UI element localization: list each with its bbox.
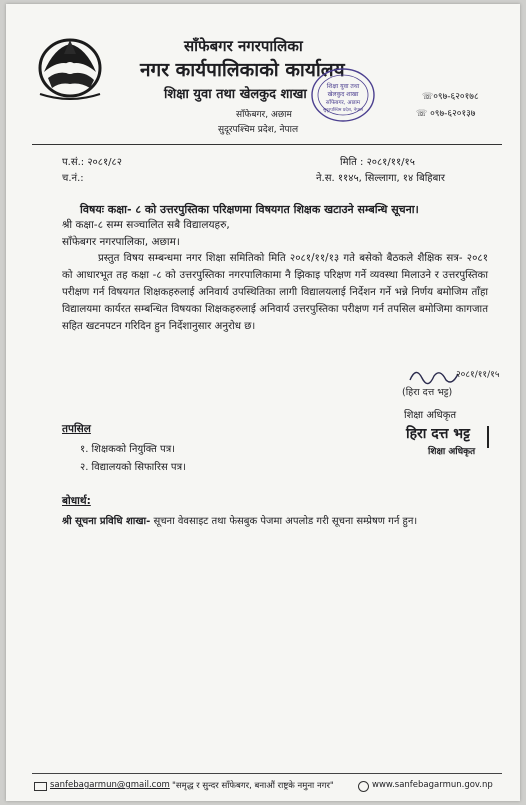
footer-divider — [32, 773, 502, 774]
phone-number-1: ☏०९७-६२०१७८ — [422, 92, 479, 102]
signature-date: २०८१/११/१५ — [456, 370, 500, 380]
name-stamp: हिरा दत्त भट्ट — [406, 426, 470, 442]
envelope-icon — [34, 782, 47, 791]
signatory-name: (हिरा दत्त भट्ट) — [402, 387, 453, 398]
reference-number: प.सं.: २०८१/८२ — [62, 157, 122, 168]
phone-number-2: ☏ ०९७-६२०१३७ — [416, 109, 476, 119]
seal-line-4: सुदूरपश्चिम प्रदेश, नेपाल — [322, 108, 364, 113]
municipality-name: साँफेबगर नगरपालिका — [184, 37, 303, 55]
footer-email[interactable]: sanfebagarmun@gmail.com — [50, 780, 170, 790]
seal-line-1: शिक्षा युवा तथा — [326, 83, 360, 90]
nepal-era-date: ने.स. ११४५, सिल्लागा, १४ बिहिबार — [316, 173, 445, 184]
office-name: नगर कार्यपालिकाको कार्यालय — [140, 59, 345, 81]
body-paragraph — [62, 250, 488, 335]
body-paragraph-text: प्रस्तुत विषय सम्बन्धमा नगर शिक्षा समितिको मिति २०८१/११/१३ गते बसेको बैठकले शैक्षिक सत्र- २०८१ को आधारभूत तह कक्षा -८ को उत्तरपुस्तिका नगरपालिकामा नै झिकाइ परिक्षण गर्ने व्यवस्था मिलाउने र उत्तरपुस्तिका परीक्षण गर्न विषयगत शिक्षकहरुलाई अनिवार्य उपस्थितिका लागी विद्यालयलाई निर्देशन गर्ने भन्ने निर्णय बमोजिम ताँहा विद्यालयमा कार्यरत सम्बन्धित विषयका शिक्षकहरुलाई अनिवार्य उत्तरपुस्तिका परीक्षण गर्न तपसिल बमोजिमा कागजात सहित खटनपटन गरिदिन हुन निर्देशानुसार अनुरोध छ। — [62, 253, 488, 332]
recipient-line-1: श्री कक्षा-८ सम्म सञ्चालित सबै विद्यालयहरु, — [62, 219, 230, 231]
dispatch-number: च.नं.: — [62, 173, 84, 184]
globe-icon — [358, 781, 369, 792]
seal-line-2: खेलकुद शाखा — [327, 91, 359, 98]
attachment-item-2: २. विद्यालयको सिफारिस पत्र। — [80, 462, 186, 473]
role-stamp: शिक्षा अधिकृत — [428, 447, 476, 457]
notice-recipient: श्री सूचना प्रविधि शाखा- — [62, 516, 151, 527]
notice-title: बोधार्थ: — [62, 495, 91, 507]
seal-line-3: साँफेबगर, अछाम — [325, 100, 361, 106]
footer-slogan: "समृद्ध र सुन्दर साँफेबगर, बनाऔं राष्ट्रके नमुना नगर" — [172, 781, 334, 791]
signatory-role: शिक्षा अधिकृत — [404, 410, 457, 421]
notice-text: सूचना वेवसाइट तथा फेसबुक पेजमा अपलोड गरी सूचना सम्प्रेषण गर्न हुन। — [150, 516, 418, 527]
office-seal-icon — [310, 66, 376, 124]
notice-line — [62, 513, 417, 527]
letter-page — [6, 4, 520, 801]
attachments-title: तपसिल — [62, 423, 91, 435]
attachment-item-1: १. शिक्षकको नियुक्ति पत्र। — [80, 444, 176, 455]
branch-name: शिक्षा युवा तथा खेलकुद शाखा — [164, 87, 307, 102]
stamp-bar — [487, 426, 489, 448]
recipient-line-2: साँफेबगर नगरपालिका, अछाम। — [62, 236, 180, 248]
office-province: सुदूरपश्चिम प्रदेश, नेपाल — [218, 125, 299, 135]
government-emblem-icon — [34, 34, 106, 100]
letter-subject: विषयः कक्षा- ८ को उत्तरपुस्तिका परिक्षणमा विषयगत शिक्षक खटाउने सम्बन्धि सूचना। — [80, 203, 419, 216]
header-divider — [32, 144, 502, 145]
footer-website[interactable]: www.sanfebagarmun.gov.np — [372, 780, 493, 790]
office-location: साँफेबगर, अछाम — [236, 110, 292, 120]
letter-date: मिति : २०८१/११/१५ — [340, 157, 415, 168]
